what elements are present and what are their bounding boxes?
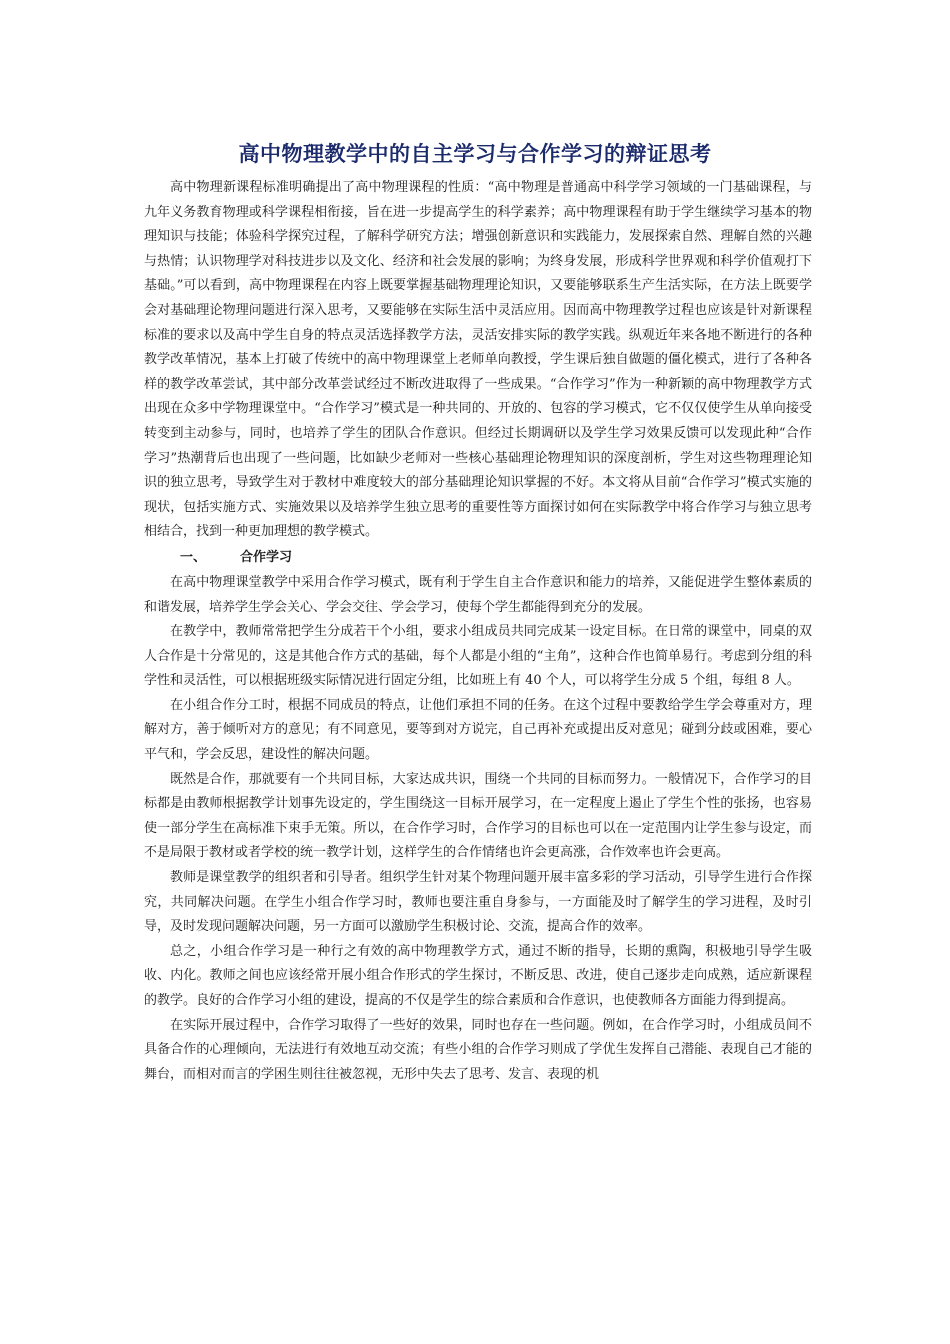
- body-paragraph: 总之，小组合作学习是一种行之有效的高中物理教学方式，通过不断的指导，长期的熏陶，积极地引导学生吸收、内化。教师之间也应该经常开展小组合作形式的学生探讨，不断反思、改进，使自己逐步走向成熟，适应新课程的教学。良好的合作学习小组的建设，提高的不仅是学生的综合素质和合作意识，也使教师各方面能力得到提高。: [144, 943, 812, 1008]
- body-paragraph: 在实际开展过程中，合作学习取得了一些好的效果，同时也存在一些问题。例如，在合作学习时，小组成员间不具备合作的心理倾向，无法进行有效地互动交流；有些小组的合作学习则成了学优生发挥自己潜能、表现自己才能的舞台，而相对而言的学困生则往往被忽视，无形中失去了思考、发言、表现的机: [144, 1017, 812, 1082]
- body-paragraph: 在教学中，教师常常把学生分成若干个小组，要求小组成员共同完成某一设定目标。在日常的课堂中，同桌的双人合作是十分常见的，这是其他合作方式的基础，每个人都是小组的“主角”，这种合作也简单易行。考虑到分组的科学性和灵活性，可以根据班级实际情况进行固定分组，比如班上有 40 个人，可以将学生分成 5 个组，每组 8 人。: [144, 624, 812, 689]
- document-title: 高中物理教学中的自主学习与合作学习的辩证思考: [238, 142, 712, 166]
- section-heading: [144, 545, 812, 571]
- intro-paragraph: 高中物理新课程标准明确提出了高中物理课程的性质：“高中物理是普通高中科学学习领域的一门基础课程，与九年义务教育物理或科学课程相衔接，旨在进一步提高学生的科学素养；高中物理课程有助于学生继续学习基本的物理知识与技能；体验科学探究过程，了解科学研究方法；增强创新意识和实践能力，发展探索自然、理解自然的兴趣与热情；认识物理学对科技进步以及文化、经济和社会发展的影响；为终身发展，形成科学世界观和科学价值观打下基础。”可以看到，高中物理课程在内容上既要掌握基础物理理论知识，又要能够联系生产生活实际，在方法上既要学会对基础理论物理问题进行深入思考，又要能够在实际生活中灵活应用。因而高中物理教学过程也应该是针对新课程标准的要求以及高中学生自身的特点灵活选择教学方法，灵活安排实际的教学实践。纵观近年来各地不断进行的各种教学改革情况，基本上打破了传统中的高中物理课堂上老师单向教授，学生课后独自做题的僵化模式，进行了各种各样的教学改革尝试，其中部分改革尝试经过不断改进取得了一些成果。“合作学习”作为一种新颖的高中物理教学方式出现在众多中学物理课堂中。“合作学习”模式是一种共同的、开放的、包容的学习模式，它不仅仅使学生从单向接受转变到主动参与，同时，也培养了学生的团队合作意识。但经过长期调研以及学生学习效果反馈可以发现此种“合作学习”热潮背后也出现了一些问题，比如缺少老师对一些核心基础理论物理知识的深度剖析，学生对这些物理理论知识的独立思考，导致学生对于教材中难度较大的部分基础理论知识掌握的不好。本文将从目前“合作学习”模式实施的现状，包括实施方式、实施效果以及培养学生独立思考的重要性等方面探讨如何在实际教学中将合作学习与独立思考相结合，找到一种更加理想的教学模式。: [144, 180, 812, 540]
- document-body: [144, 176, 812, 1087]
- section-title: 合作学习: [240, 549, 293, 565]
- body-paragraph: 既然是合作，那就要有一个共同目标，大家达成共识，围绕一个共同的目标而努力。一般情况下，合作学习的目标都是由教师根据教学计划事先设定的，学生围绕这一目标开展学习，在一定程度上遏止了学生个性的张扬，也容易使一部分学生在高标准下束手无策。所以，在合作学习时，合作学习的目标也可以在一定范围内让学生参与设定，而不是局限于教材或者学校的统一教学计划，这样学生的合作情绪也许会更高涨，合作效率也许会更高。: [144, 771, 812, 861]
- body-paragraph: 在高中物理课堂教学中采用合作学习模式，既有利于学生自主合作意识和能力的培养，又能促进学生整体素质的和谐发展，培养学生学会关心、学会交往、学会学习，使每个学生都能得到充分的发展。: [144, 574, 812, 615]
- body-paragraph: 在小组合作分工时，根据不同成员的特点，让他们承担不同的任务。在这个过程中要教给学生学会尊重对方，理解对方，善于倾听对方的意见；有不同意见，要等到对方说完，自己再补充或提出反对意见；碰到分歧或困难，要心平气和，学会反思，建设性的解决问题。: [144, 697, 812, 763]
- body-paragraph: 教师是课堂教学的组织者和引导者。组织学生针对某个物理问题开展丰富多彩的学习活动，引导学生进行合作探究，共同解决问题。在学生小组合作学习时，教师也要注重自身参与，一方面能及时了解学生的学习进程，及时引导，及时发现问题解决问题，另一方面可以激励学生积极讨论、交流，提高合作的效率。: [144, 870, 812, 935]
- section-number: 一、: [180, 549, 207, 565]
